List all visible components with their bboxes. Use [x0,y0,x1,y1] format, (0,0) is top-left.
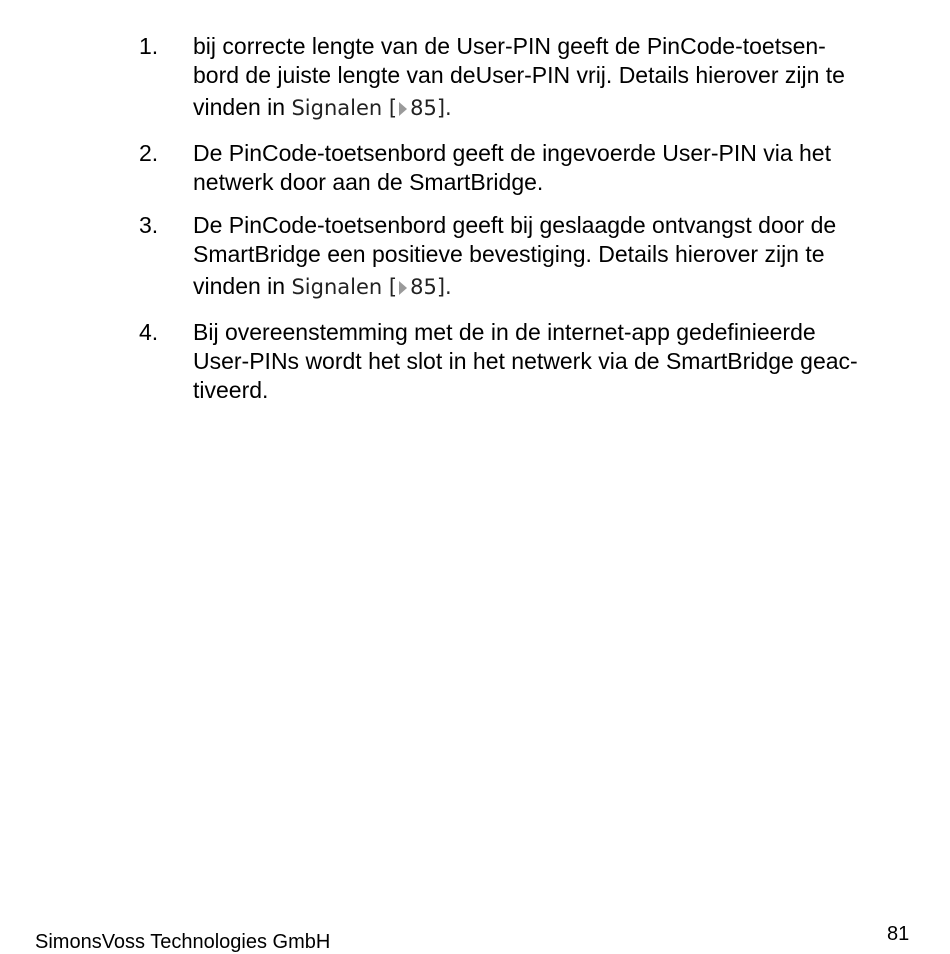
step-line: netwerk door aan de SmartBridge. [193,169,544,195]
step-text [193,32,919,125]
step-line: De PinCode-toetsenbord geeft de ingevoerde User-PIN via het [193,140,831,166]
cross-reference-link[interactable] [291,275,451,299]
step-line [193,90,919,125]
step-item-1 [139,32,919,125]
cross-reference-label: Signalen [291,96,383,120]
step-text [193,318,919,405]
step-item-2 [139,139,919,197]
step-line: User-PINs wordt het slot in het netwerk via de SmartBridge geac- [193,348,858,374]
step-line: De PinCode-toetsenbord geeft bij geslaagde ontvangst door de [193,212,837,238]
step-line: bij correcte lengte van de User-PIN geeft de PinCode-toetsen- [193,33,826,59]
cross-reference-link[interactable] [291,96,451,120]
step-line [193,269,919,304]
step-number: 3. [139,212,159,238]
right-triangle-icon [399,102,407,116]
bracket-close: ]. [436,96,452,120]
step-number: 4. [139,319,159,345]
cross-reference-page: 85 [410,275,437,299]
step-line: bord de juiste lengte van deUser-PIN vrij. Details hierover zijn te [193,62,845,88]
step-item-4 [139,318,919,405]
cross-reference-page: 85 [410,96,437,120]
cross-reference-label: Signalen [291,275,383,299]
step-item-3 [139,211,919,304]
page-number: 81 [887,923,910,945]
step-line-text: vinden in [193,94,292,120]
bracket-close: ]. [436,275,452,299]
step-text [193,139,919,197]
numbered-steps-list [139,32,919,419]
step-line: Bij overeenstemming met de in de internet-app gedefinieerde [193,319,816,345]
bracket-open: [ [388,275,398,299]
step-line: SmartBridge een positieve bevestiging. Details hierover zijn te [193,241,825,267]
step-text [193,211,919,304]
right-triangle-icon [399,281,407,295]
footer-company-name: SimonsVoss Technologies GmbH [35,931,331,953]
step-line: tiveerd. [193,377,269,403]
step-number: 2. [139,140,159,166]
step-line-text: vinden in [193,273,292,299]
bracket-open: [ [388,96,398,120]
step-number: 1. [139,33,159,59]
